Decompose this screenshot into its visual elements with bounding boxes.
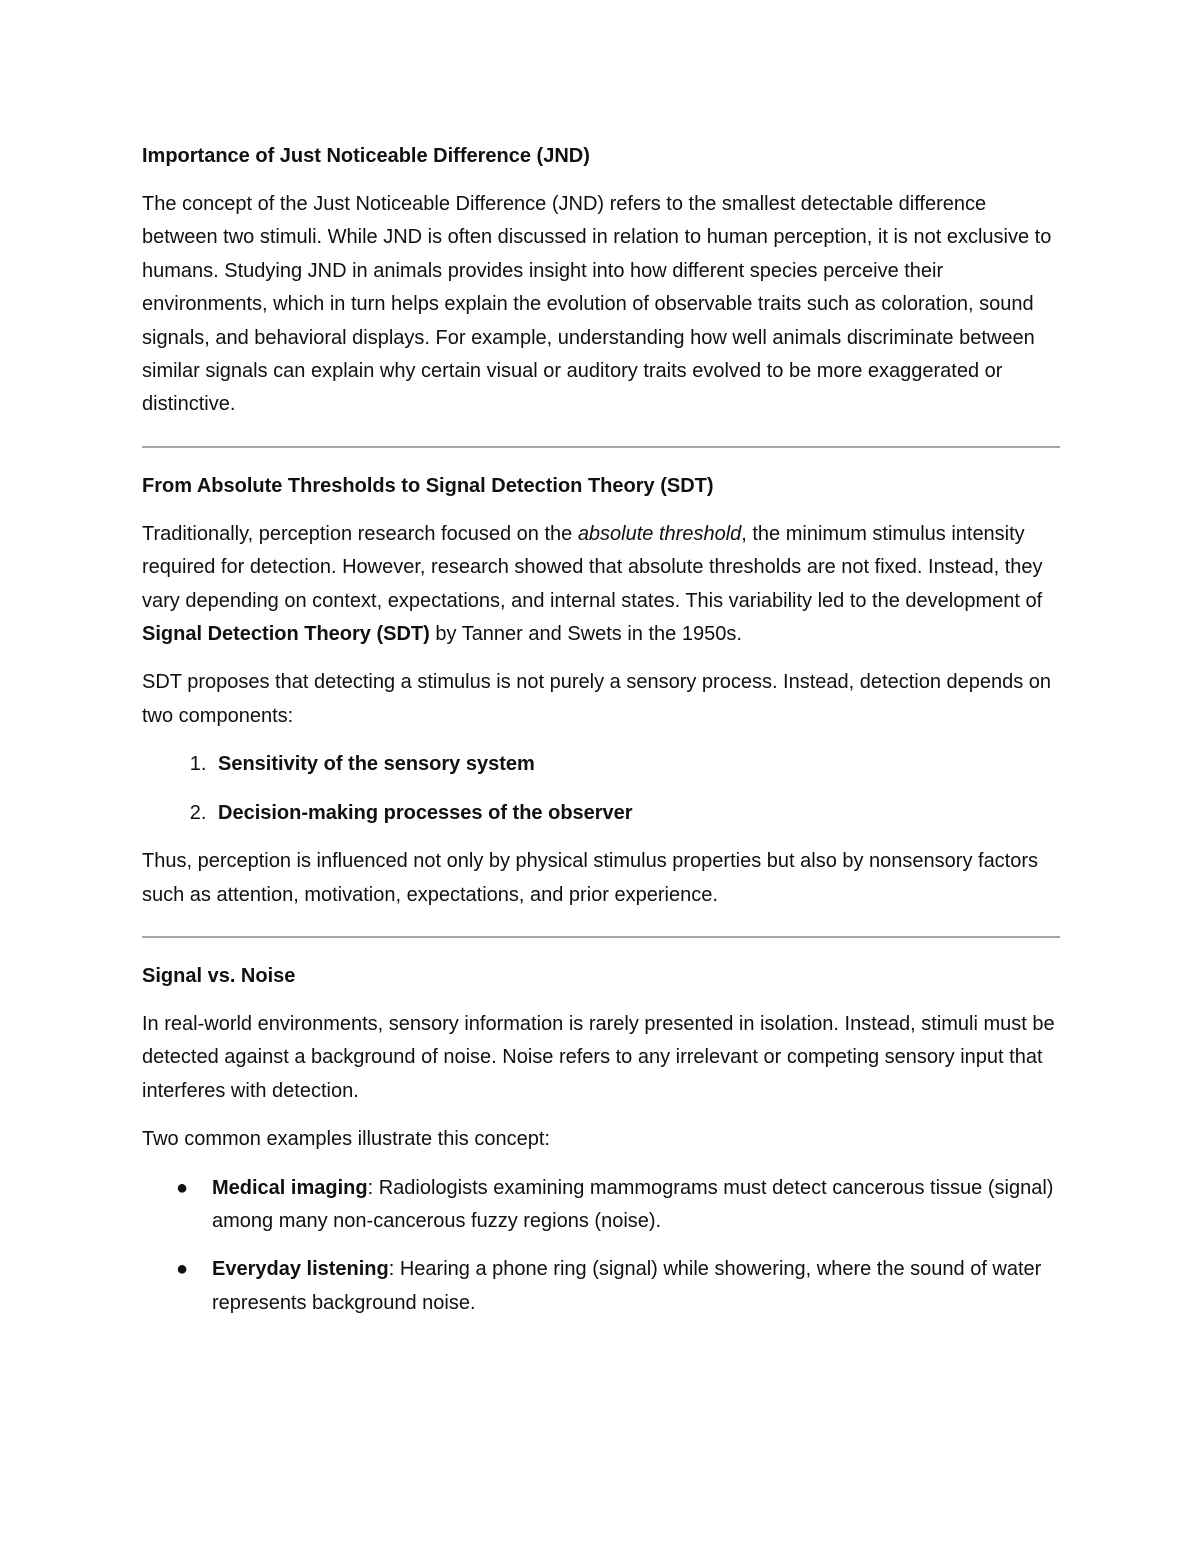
section-divider [142, 936, 1060, 938]
list-item-text: Sensitivity of the sensory system [218, 753, 535, 776]
section-heading-jnd: Importance of Just Noticeable Difference (JND) [142, 145, 590, 167]
list-item-text: Decision-making processes of the observer [218, 801, 633, 824]
section-divider [142, 446, 1060, 448]
sdt-components-list [142, 748, 1060, 830]
sdt-paragraph-3: Thus, perception is influenced not only by physical stimulus properties but also by nonsensory factors such as attention, motivation, expectations, and prior experience. [142, 850, 1039, 906]
bullet-icon: ● [176, 1176, 189, 1199]
signal-noise-paragraph-2: Two common examples illustrate this concept: [142, 1128, 550, 1151]
section-sdt [142, 470, 1060, 912]
example-term: Medical imaging [212, 1176, 368, 1199]
examples-list [142, 1172, 1060, 1321]
bold-term: Signal Detection Theory (SDT) [142, 623, 430, 646]
section-signal-noise [142, 960, 1060, 1320]
list-item [176, 1253, 1060, 1320]
example-term: Everyday listening [212, 1258, 389, 1281]
sdt-paragraph-1 [142, 518, 1060, 652]
text-run: Traditionally, perception research focused on the [142, 522, 578, 545]
list-item [176, 1172, 1060, 1239]
section-heading-sdt: From Absolute Thresholds to Signal Detection Theory (SDT) [142, 474, 714, 497]
signal-noise-paragraph-1: In real-world environments, sensory information is rarely presented in isolation. Instead, stimuli must be detected against a background of noise. Noise refers to any irrelevant or competing sensory input that interferes with detection. [142, 1012, 1055, 1102]
text-run: by Tanner and Swets in the 1950s. [429, 623, 742, 646]
section-heading-signal-noise: Signal vs. Noise [142, 964, 296, 987]
section-jnd [142, 140, 1060, 422]
list-item [212, 748, 1060, 781]
example-text: : Hearing a phone ring (signal) while showering, where the sound of water represents background noise. [212, 1258, 1042, 1314]
example-text: : Radiologists examining mammograms must detect cancerous tissue (signal) among many non-cancerous fuzzy regions (noise). [212, 1176, 1054, 1232]
italic-term: absolute threshold [577, 522, 742, 545]
list-item [212, 797, 1060, 830]
jnd-paragraph: The concept of the Just Noticeable Difference (JND) refers to the smallest detectable difference between two stimuli. While JND is often discussed in relation to human perception, it is not exclusive to humans. Studying JND in animals provides insight into how different species perceive their environments, which in turn helps explain the evolution of observable traits such as coloration, sound signals, and behavioral displays. For example, understanding how well animals discriminate between similar signals can explain why certain visual or auditory traits evolved to be more exaggerated or distinctive. [142, 193, 1052, 416]
bullet-icon: ● [176, 1258, 189, 1281]
sdt-paragraph-2: SDT proposes that detecting a stimulus is not purely a sensory process. Instead, detection depends on two components: [142, 671, 1052, 727]
text-run: , the minimum stimulus intensity required for detection. However, research showed that absolute thresholds are not fixed. Instead, they vary depending on context, expectations, and internal states. This variability led to the development of [142, 522, 1043, 612]
